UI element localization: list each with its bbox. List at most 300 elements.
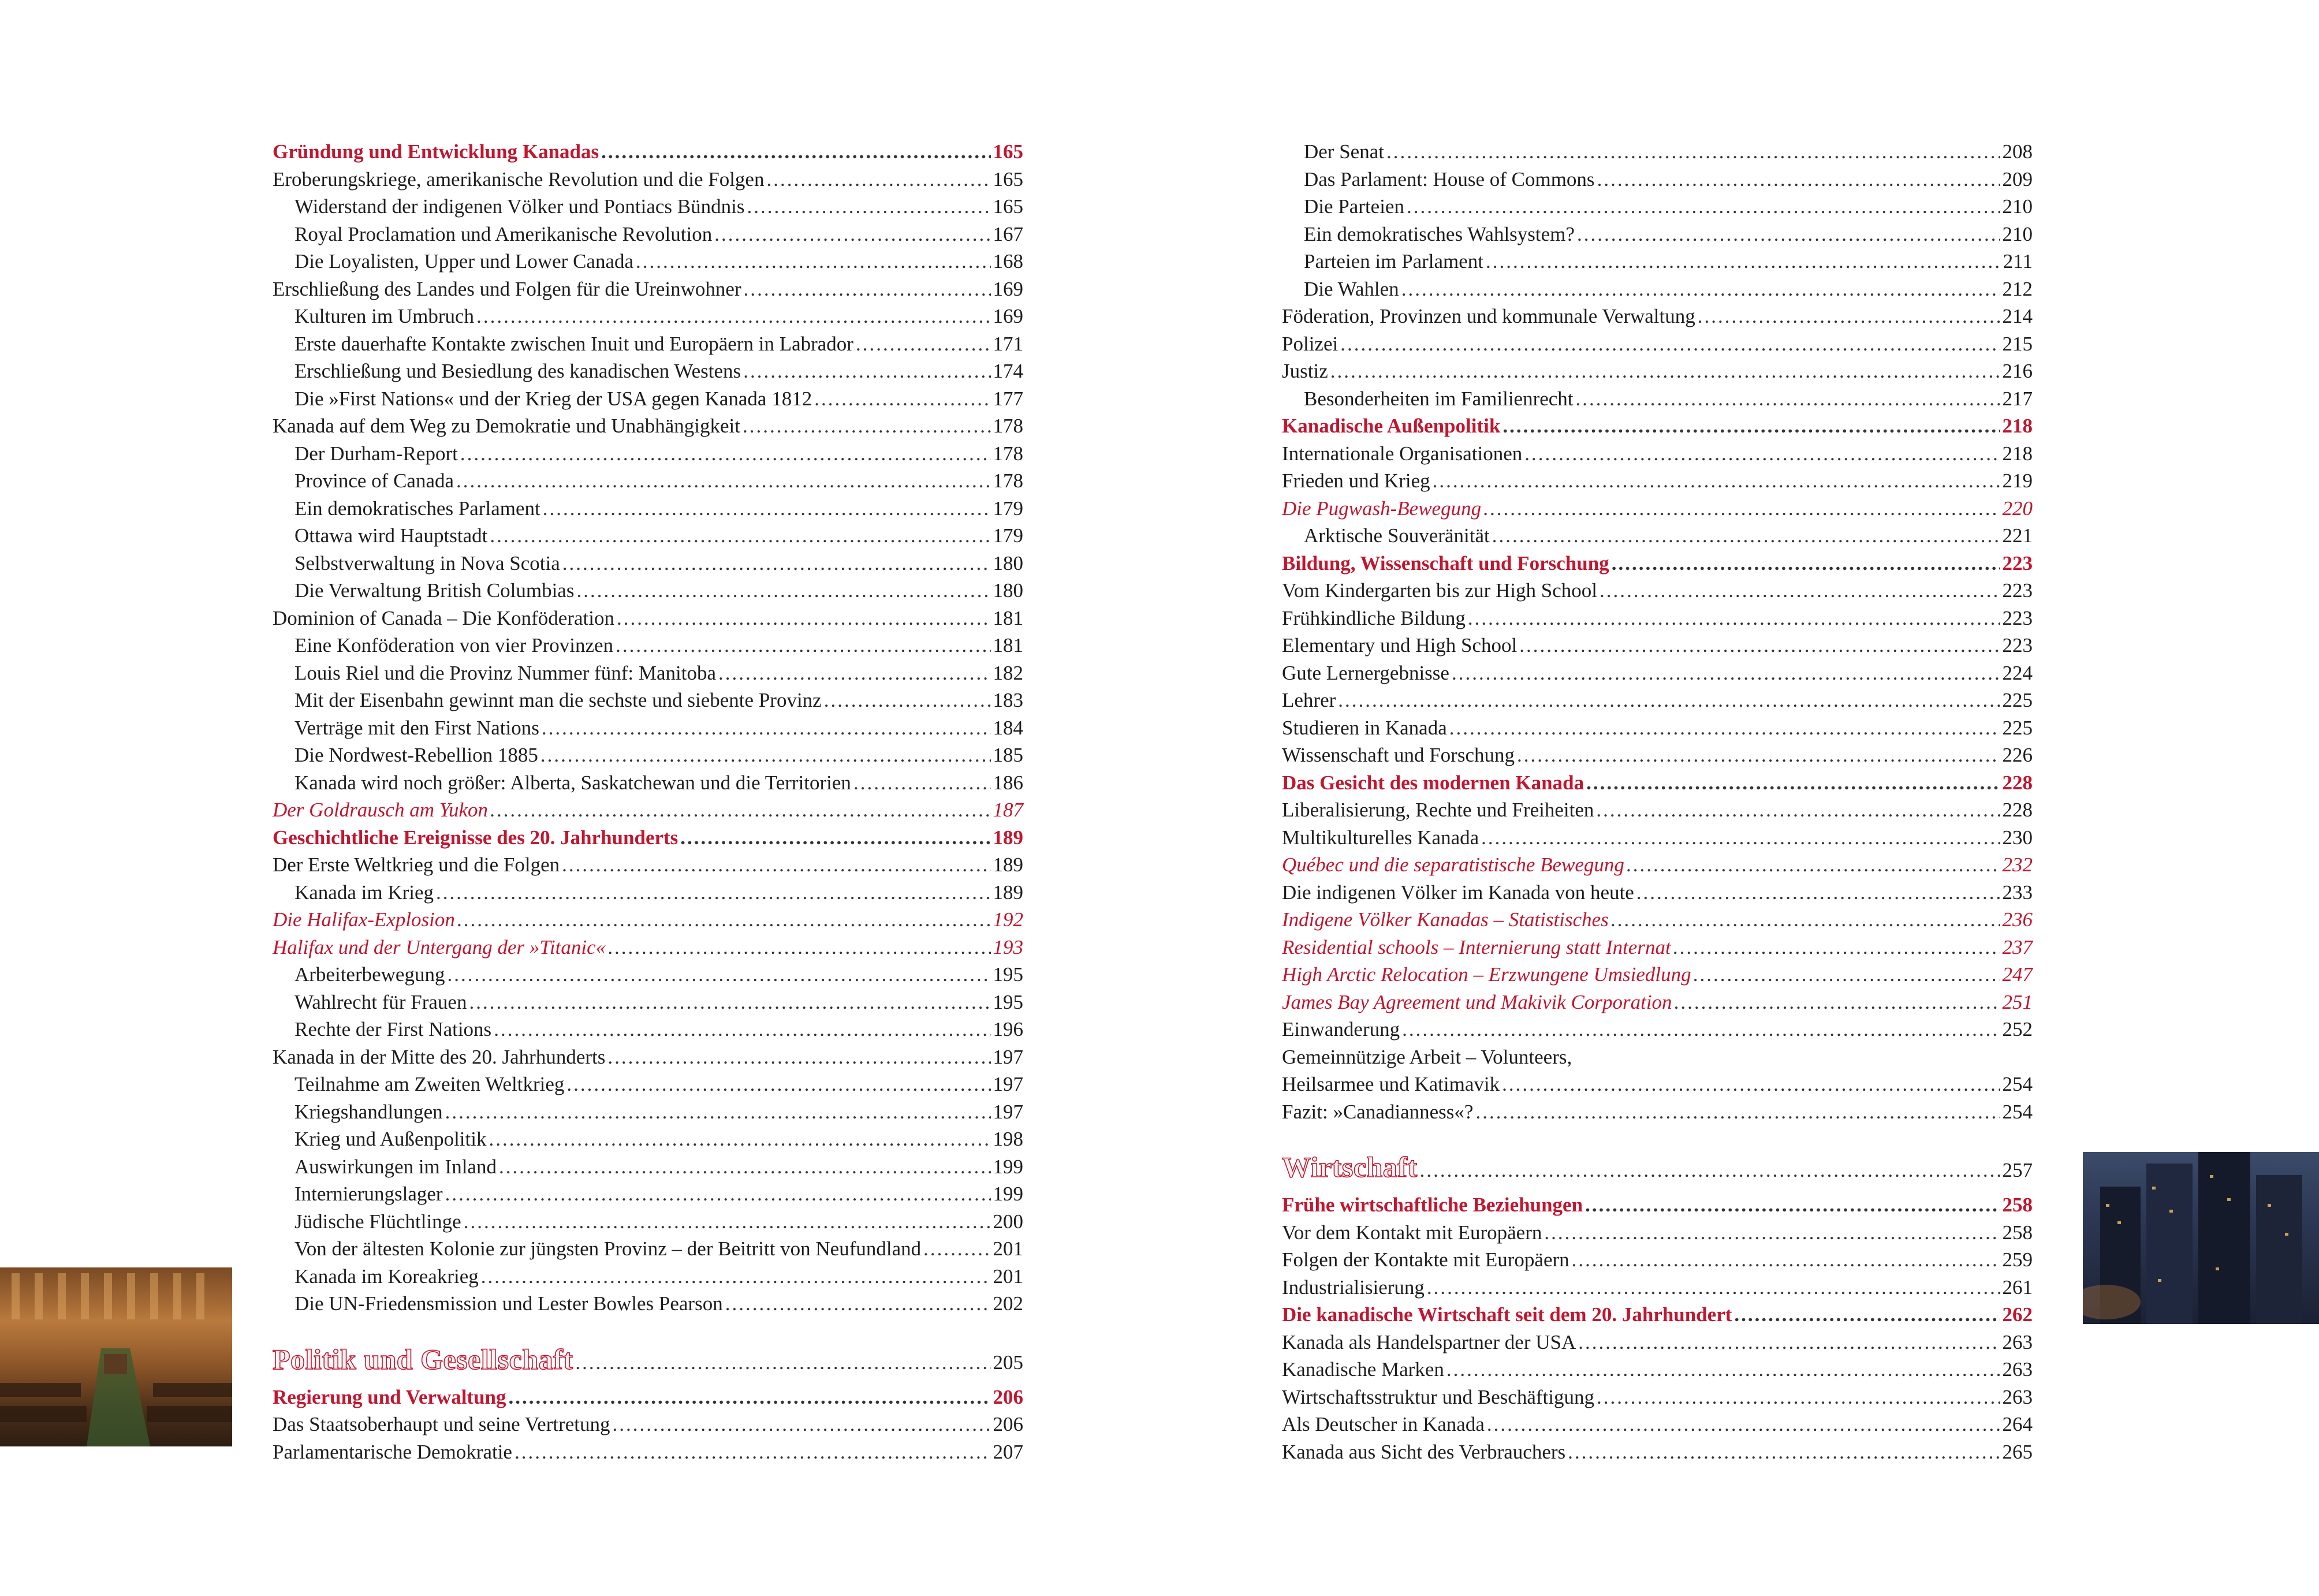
toc-dot-leader: [1502, 1071, 2000, 1098]
toc-dot-leader: [1475, 1098, 2000, 1126]
toc-entry-title: Industrialisierung: [1282, 1276, 1425, 1299]
toc-dot-leader: [1572, 1246, 2000, 1274]
toc-entry-title: Fazit: »Canadianness«?: [1282, 1100, 1474, 1123]
toc-page-number: 214: [2002, 305, 2033, 327]
toc-page-number: 181: [993, 634, 1023, 657]
toc-page-number: 181: [993, 606, 1023, 629]
toc-entry: [1282, 1411, 2033, 1438]
toc-dot-leader: [562, 851, 990, 879]
toc-dot-leader: [714, 221, 990, 248]
toc-entry: [1282, 303, 2033, 330]
toc-entry: [1282, 961, 2033, 989]
toc-page-number: 165: [993, 195, 1023, 218]
toc-entry: [273, 385, 1023, 413]
toc-page-number: 201: [993, 1237, 1023, 1260]
toc-entry-title: Halifax und der Untergang der »Titanic«: [273, 935, 606, 959]
toc-entry-title: Erschließung und Besiedlung des kanadischen Westens: [294, 360, 741, 382]
toc-entry: [273, 1411, 1023, 1438]
toc-entry-title: Kanada im Krieg: [294, 881, 434, 904]
toc-entry-title: Justiz: [1282, 360, 1328, 382]
toc-page-number: 179: [993, 497, 1023, 520]
toc-dot-leader: [608, 934, 990, 961]
toc-entry: [1282, 632, 2033, 659]
toc-page-number: 261: [2002, 1276, 2033, 1299]
toc-entry-title: Kanada aus Sicht des Verbrauchers: [1282, 1440, 1566, 1463]
toc-entry-title: Parlamentarische Demokratie: [273, 1440, 512, 1463]
toc-entry: [1282, 1438, 2033, 1466]
toc-entry-title: Dominion of Canada – Die Konföderation: [273, 606, 614, 629]
toc-page-number: 201: [993, 1265, 1023, 1288]
toc-page-number: 251: [2002, 990, 2033, 1013]
toc-dot-leader: [447, 961, 990, 989]
toc-dot-leader: [509, 1384, 991, 1411]
toc-dot-leader: [1517, 741, 2000, 769]
toc-dot-leader: [1597, 1384, 2000, 1411]
toc-entry-title: Gründung und Entwicklung Kanadas: [273, 140, 599, 163]
toc-page-number: 183: [993, 689, 1023, 711]
toc-entry: [273, 1290, 1023, 1318]
toc-entry-title: Die Pugwash-Bewegung: [1282, 497, 1482, 520]
toc-page-number: 187: [993, 799, 1023, 821]
toc-entry-title: Vor dem Kontakt mit Europäern: [1282, 1221, 1542, 1244]
toc-page-number: 198: [993, 1128, 1023, 1150]
parliament-interior-photo: [0, 1267, 232, 1446]
toc-dot-leader: [1611, 906, 2000, 934]
toc-dot-leader: [1401, 275, 2000, 303]
toc-entry-title: Multikulturelles Kanada: [1282, 826, 1479, 849]
toc-page-number: 224: [2002, 661, 2033, 684]
toc-entry: [1282, 741, 2033, 769]
toc-dot-leader: [464, 1208, 991, 1236]
toc-chapter: [1282, 1143, 2033, 1191]
toc-entry-title: Royal Proclamation und Amerikanische Revolution: [294, 222, 713, 245]
toc-entry-title: Der Erste Weltkrieg und die Folgen: [273, 853, 560, 876]
toc-page-number: 262: [2002, 1303, 2033, 1326]
toc-dot-leader: [1524, 440, 2000, 468]
toc-entry: [1282, 879, 2033, 907]
toc-entry-title: Krieg und Außenpolitik: [294, 1128, 487, 1150]
toc-page-number: 230: [2002, 826, 2033, 849]
toc-entry: [1282, 934, 2033, 961]
toc-chapter: [273, 1335, 1023, 1384]
toc-page-number: 223: [2002, 634, 2033, 657]
toc-entry: [273, 741, 1023, 769]
toc-left-column: [273, 138, 1023, 1466]
toc-entry-title: Kanadische Außenpolitik: [1282, 415, 1501, 437]
toc-page-number: 177: [993, 387, 1023, 410]
toc-page-number: 199: [993, 1183, 1023, 1205]
toc-dot-leader: [1468, 605, 2000, 632]
toc-entry-title: Bildung, Wissenschaft und Forschung: [1282, 551, 1609, 575]
toc-entry-title: Die Nordwest-Rebellion 1885: [294, 744, 538, 766]
toc-section: [273, 824, 1023, 852]
toc-dot-leader: [1330, 357, 2000, 385]
toc-entry: [273, 221, 1023, 248]
toc-page-number: 196: [993, 1018, 1023, 1041]
toc-dot-leader: [613, 1411, 991, 1438]
toc-page-number: 168: [993, 250, 1023, 273]
toc-dot-leader: [1698, 303, 2000, 330]
toc-entry-title: Kanada als Handelspartner der USA: [1282, 1330, 1576, 1353]
toc-page-number: 180: [993, 579, 1023, 602]
toc-dot-leader: [576, 577, 990, 605]
toc-entry-title: Der Senat: [1304, 140, 1384, 163]
toc-page-number: 199: [993, 1155, 1023, 1178]
toc-dot-leader: [499, 1153, 991, 1181]
toc-entry: [1282, 440, 2033, 468]
toc-page-number: 237: [2002, 935, 2033, 959]
toc-dot-leader: [1673, 934, 2000, 961]
toc-dot-leader: [575, 1338, 990, 1387]
toc-page-number: 258: [2002, 1221, 2033, 1244]
toc-entry-title: Kriegshandlungen: [294, 1100, 443, 1123]
toc-page-number: 209: [2002, 167, 2033, 191]
toc-page-number: 193: [993, 935, 1023, 959]
toc-entry-title: Liberalisierung, Rechte und Freiheiten: [1282, 799, 1594, 821]
toc-page-number: 185: [993, 744, 1023, 766]
toc-entry: [273, 934, 1023, 961]
toc-entry-title: Wahlrecht für Frauen: [294, 990, 467, 1013]
toc-dot-leader: [1544, 1219, 2000, 1247]
toc-dot-leader: [601, 138, 990, 166]
toc-dot-leader: [856, 330, 991, 358]
toc-entry: [273, 796, 1023, 824]
toc-page-number: 179: [993, 524, 1023, 547]
toc-entry-title: Wirtschaftsstruktur und Beschäftigung: [1282, 1385, 1594, 1408]
toc-dot-leader: [1407, 193, 2000, 221]
toc-dot-leader: [445, 1180, 991, 1208]
toc-dot-leader: [743, 412, 990, 440]
toc-dot-leader: [1675, 989, 2000, 1016]
toc-dot-leader: [1433, 467, 2000, 495]
toc-page-number: 232: [2002, 853, 2033, 876]
toc-page-number: 220: [2002, 497, 2033, 520]
toc-entry-title: Als Deutscher in Kanada: [1282, 1413, 1485, 1435]
toc-section: [1282, 1191, 2033, 1219]
toc-dot-leader: [1519, 632, 2000, 659]
toc-entry-title: Vom Kindergarten bis zur High School: [1282, 579, 1598, 602]
toc-entry-title: Die UN-Friedensmission und Lester Bowles Pearson: [294, 1292, 723, 1315]
toc-entry-title: Folgen der Kontakte mit Europäern: [1282, 1248, 1569, 1271]
toc-page-number: 265: [2002, 1440, 2033, 1463]
toc-entry-title: Eroberungskriege, amerikanische Revolution und die Folgen: [273, 167, 765, 191]
toc-dot-leader: [1597, 166, 2000, 193]
toc-entry-title: Regierung und Verwaltung: [273, 1385, 506, 1408]
toc-entry-title: Der Goldrausch am Yukon: [273, 799, 489, 821]
toc-page-number: 195: [993, 963, 1023, 986]
toc-page-number: 202: [993, 1292, 1023, 1315]
toc-entry: [1282, 166, 2033, 193]
toc-dot-leader: [718, 659, 990, 687]
toc-entry: [273, 769, 1023, 797]
toc-page-number: 182: [993, 661, 1023, 684]
toc-page-number: 212: [2002, 277, 2033, 300]
toc-dot-leader: [469, 989, 990, 1016]
toc-entry-title: Das Staatsoberhaupt und seine Vertretung: [273, 1413, 610, 1435]
toc-dot-leader: [1627, 851, 2000, 879]
toc-page-number: 189: [993, 826, 1023, 849]
toc-entry: [273, 687, 1023, 714]
toc-dot-leader: [1502, 412, 2000, 440]
toc-page-number: 210: [2002, 195, 2033, 218]
toc-dot-leader: [1585, 1191, 2000, 1219]
toc-entry: [273, 1208, 1023, 1236]
toc-entry: [1282, 495, 2033, 523]
toc-page-number: 263: [2002, 1330, 2033, 1353]
toc-entry-title: Teilnahme am Zweiten Weltkrieg: [294, 1073, 565, 1095]
toc-page-number: 169: [993, 305, 1023, 327]
toc-dot-leader: [1576, 385, 2000, 413]
toc-entry-title: Residential schools – Internierung statt Internat: [1282, 935, 1671, 959]
toc-entry: [1282, 385, 2033, 413]
toc-page-number: 180: [993, 551, 1023, 575]
toc-page-number: 225: [2002, 689, 2033, 711]
toc-dot-leader: [1568, 1438, 2000, 1466]
toc-entry-title: Das Parlament: House of Commons: [1304, 167, 1595, 191]
toc-page-number: 215: [2002, 332, 2033, 355]
chapter-gap: [273, 1318, 1023, 1335]
toc-dot-leader: [566, 1071, 990, 1098]
toc-dot-leader: [436, 879, 990, 907]
toc-dot-leader: [1402, 1016, 2000, 1043]
toc-entry: [1282, 467, 2033, 495]
toc-entry-title: Die kanadische Wirtschaft seit dem 20. Jahrhundert: [1282, 1303, 1732, 1326]
toc-entry-title: Erste dauerhafte Kontakte zwischen Inuit und Europäern in Labrador: [294, 332, 853, 355]
toc-entry-title: Internierungslager: [294, 1183, 443, 1205]
toc-entry: [273, 1153, 1023, 1181]
toc-dot-leader: [824, 687, 991, 714]
toc-entry-title: Selbstverwaltung in Nova Scotia: [294, 551, 560, 575]
toc-entry: [1282, 1071, 2033, 1098]
toc-dot-leader: [460, 440, 991, 468]
toc-entry: [273, 522, 1023, 550]
toc-entry: [273, 1098, 1023, 1126]
toc-dot-leader: [481, 1263, 991, 1291]
toc-entry-title: Studieren in Kanada: [1282, 716, 1447, 739]
toc-dot-leader: [607, 1043, 990, 1071]
toc-entry-title: Ottawa wird Hauptstadt: [294, 524, 488, 547]
toc-entry-title: James Bay Agreement und Makivik Corporation: [1282, 990, 1672, 1013]
toc-entry: [1282, 1016, 2033, 1043]
toc-page-number: 226: [2002, 744, 2033, 766]
toc-page-number: 165: [993, 140, 1023, 163]
toc-entry-title: Politik und Gesellschaft: [273, 1343, 573, 1375]
toc-page-number: 254: [2002, 1100, 2033, 1123]
toc-dot-leader: [617, 605, 991, 632]
toc-entry-title: Ein demokratisches Wahlsystem?: [1304, 222, 1575, 245]
toc-entry-title: Kanada wird noch größer: Alberta, Saskatchewan und die Territorien: [294, 771, 851, 794]
toc-page-number: 206: [993, 1413, 1023, 1435]
toc-dot-leader: [1483, 495, 2000, 523]
toc-entry-continued: Gemeinnützige Arbeit – Volunteers,: [1282, 1045, 1572, 1068]
toc-page-number: 197: [993, 1100, 1023, 1123]
toc-page-number: 200: [993, 1210, 1023, 1233]
toc-entry-title: Heilsarmee und Katimavik: [1282, 1073, 1500, 1095]
toc-entry-title: Die Verwaltung British Columbias: [294, 579, 575, 602]
toc-dot-leader: [1600, 577, 2000, 605]
toc-entry-title: Gute Lernergebnisse: [1282, 661, 1449, 684]
toc-page-number: 178: [993, 442, 1023, 465]
toc-entry: [1282, 1219, 2033, 1247]
toc-entry: [1282, 275, 2033, 303]
toc-page-number: 165: [993, 167, 1023, 191]
toc-entry: [1282, 1356, 2033, 1384]
toc-dot-leader: [490, 796, 990, 824]
toc-entry-title: Arbeiterbewegung: [294, 963, 445, 986]
toc-entry-title: Indigene Völker Kanadas – Statistisches: [1282, 908, 1609, 931]
toc-page-number: 223: [2002, 551, 2033, 575]
toc-page-number: 178: [993, 469, 1023, 492]
toc-entry-title: Geschichtliche Ereignisse des 20. Jahrhunderts: [273, 826, 678, 849]
toc-dot-leader: [743, 357, 990, 385]
toc-page-number: 228: [2002, 799, 2033, 821]
toc-page-number: 225: [2002, 716, 2033, 739]
toc-entry: [273, 303, 1023, 330]
toc-page-number: 259: [2002, 1248, 2033, 1271]
toc-entry: [1282, 330, 2033, 358]
toc-entry-title: Besonderheiten im Familienrecht: [1304, 387, 1574, 410]
toc-dot-leader: [725, 1290, 991, 1318]
toc-entry-title: Internationale Organisationen: [1282, 442, 1523, 465]
toc-dot-leader: [680, 824, 990, 852]
toc-page-number: 257: [2002, 1159, 2033, 1181]
toc-entry: [273, 1235, 1023, 1263]
toc-page-number: 178: [993, 415, 1023, 437]
toc-entry: [273, 193, 1023, 221]
toc-entry-title: Frühe wirtschaftliche Beziehungen: [1282, 1194, 1583, 1216]
toc-dot-leader: [1612, 550, 2000, 577]
toc-entry: [273, 1438, 1023, 1466]
toc-entry-title: Polizei: [1282, 332, 1339, 355]
toc-entry-title: Wirtschaft: [1282, 1151, 1418, 1183]
toc-page-number: 206: [993, 1385, 1023, 1408]
toc-entry-title: Erschließung des Landes und Folgen für die Ureinwohner: [273, 277, 741, 300]
toc-entry: [1282, 605, 2033, 632]
toc-page-number: 205: [993, 1351, 1023, 1374]
toc-page-number: 167: [993, 222, 1023, 245]
toc-entry: [273, 330, 1023, 358]
toc-page-number: 264: [2002, 1413, 2033, 1435]
toc-entry: [1282, 687, 2033, 714]
toc-entry-title: Frühkindliche Bildung: [1282, 606, 1466, 629]
toc-entry-title: Lehrer: [1282, 689, 1336, 711]
toc-entry-title: Rechte der First Nations: [294, 1018, 492, 1041]
toc-entry-title: Parteien im Parlament: [1304, 250, 1484, 273]
toc-page-number: 174: [993, 360, 1023, 382]
toc-dot-leader: [1734, 1301, 2000, 1329]
toc-entry: [273, 275, 1023, 303]
toc-entry: [1282, 1329, 2033, 1356]
toc-page-number: 223: [2002, 579, 2033, 602]
toc-entry: [273, 357, 1023, 385]
toc-dot-leader: [562, 550, 991, 577]
toc-page-number: 169: [993, 277, 1023, 300]
toc-page-number: 207: [993, 1440, 1023, 1463]
toc-entry-title: High Arctic Relocation – Erzwungene Umsiedlung: [1282, 963, 1691, 986]
toc-entry: [273, 1263, 1023, 1291]
toc-dot-leader: [1481, 824, 2000, 852]
toc-dot-leader: [1340, 330, 2000, 358]
toc-entry: [273, 440, 1023, 468]
toc-section: [1282, 550, 2033, 577]
toc-page-number: 189: [993, 881, 1023, 904]
toc-page-number: 197: [993, 1045, 1023, 1068]
toc-page-number: 192: [993, 908, 1023, 931]
toc-entry-title: Elementary und High School: [1282, 634, 1518, 657]
toc-entry: [1282, 906, 2033, 934]
toc-entry: [1282, 824, 2033, 852]
toc-entry: [1282, 248, 2033, 275]
toc-entry: [1282, 1384, 2033, 1411]
toc-page-number: 186: [993, 771, 1023, 794]
toc-dot-leader: [514, 1438, 991, 1466]
toc-dot-leader: [542, 714, 991, 742]
toc-dot-leader: [1449, 714, 2000, 742]
city-night-photo: [2083, 1152, 2319, 1324]
toc-page-number: 218: [2002, 442, 2033, 465]
toc-section: [273, 138, 1023, 166]
toc-dot-leader: [616, 632, 990, 659]
toc-page-number: 184: [993, 716, 1023, 739]
toc-section: [1282, 1301, 2033, 1329]
toc-entry-title: Die Halifax-Explosion: [273, 908, 455, 931]
toc-entry: [1282, 1098, 2033, 1126]
toc-page-number: 228: [2002, 771, 2033, 794]
toc-page-number: 254: [2002, 1073, 2033, 1095]
toc-entry: [273, 495, 1023, 523]
toc-dot-leader: [1446, 1356, 2000, 1384]
toc-entry: [1282, 989, 2033, 1016]
toc-dot-leader: [636, 248, 990, 275]
toc-page-number: 217: [2002, 387, 2033, 410]
toc-dot-leader: [1452, 659, 2000, 687]
toc-entry: [1282, 138, 2033, 166]
toc-dot-leader: [1578, 1329, 2000, 1356]
toc-page-number: 171: [993, 332, 1023, 355]
toc-dot-leader: [457, 906, 991, 934]
toc-page-number: 208: [2002, 140, 2033, 163]
toc-right-column: [1282, 138, 2033, 1466]
toc-entry: [273, 961, 1023, 989]
toc-entry-title: Verträge mit den First Nations: [294, 716, 539, 739]
toc-page-number: 252: [2002, 1018, 2033, 1041]
chapter-gap: [1282, 1125, 2033, 1143]
toc-page-number: 211: [2003, 250, 2033, 273]
toc-entry-title: Die »First Nations« und der Krieg der USA gegen Kanada 1812: [294, 387, 812, 410]
toc-section: [273, 1384, 1023, 1411]
toc-entry: [1282, 851, 2033, 879]
toc-dot-leader: [489, 1125, 990, 1153]
toc-dot-leader: [1486, 248, 2001, 275]
toc-page-number: 233: [2002, 881, 2033, 904]
toc-entry: [1282, 357, 2033, 385]
toc-page-number: 197: [993, 1073, 1023, 1095]
toc-entry: [1282, 1246, 2033, 1274]
toc-entry: [273, 1125, 1023, 1153]
toc-dot-leader: [445, 1098, 991, 1126]
toc-entry: [273, 906, 1023, 934]
toc-entry: [1282, 577, 2033, 605]
toc-page-number: 189: [993, 853, 1023, 876]
toc-entry-title: Föderation, Provinzen und kommunale Verwaltung: [1282, 305, 1695, 327]
toc-entry: [273, 166, 1023, 193]
toc-dot-leader: [1338, 687, 2000, 714]
toc-entry: [273, 879, 1023, 907]
toc-page-number: 247: [2002, 963, 2033, 986]
toc-entry: [273, 1016, 1023, 1043]
toc-entry: [1282, 522, 2033, 550]
toc-page-number: 195: [993, 990, 1023, 1013]
